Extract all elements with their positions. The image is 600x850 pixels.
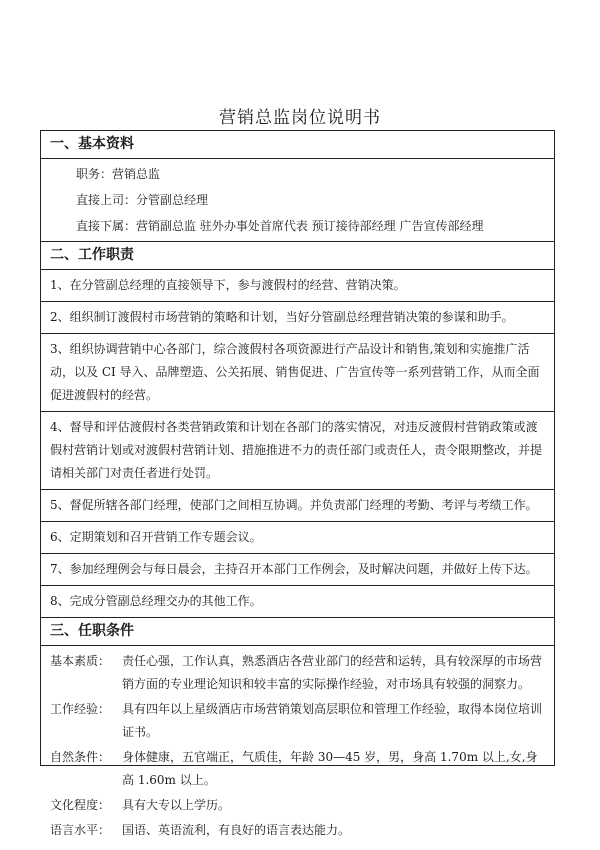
requirements-section (41, 618, 554, 850)
requirement-text: 国语、英语流利，有良好的语言表达能力。 (122, 823, 351, 837)
duty-item: 1、在分管副总经理的直接领导下，参与渡假村的经营、营销决策。 (41, 270, 554, 302)
requirement-text: 责任心强，工作认真，熟悉酒店各营业部门的经营和运转，具有较深厚的市场营销方面的专业理论知识和较丰富的实际操作经验，对市场具有较强的洞察力。 (122, 654, 543, 691)
duty-item: 7、参加经理例会与每日晨会，主持召开本部门工作例会，及时解决问题，并做好上传下达。 (41, 554, 554, 586)
superior-line: 直接上司：分管副总经理 (76, 193, 209, 207)
duty-item: 8、完成分管副总经理交办的其他工作。 (50, 594, 262, 608)
basic-info-section (41, 131, 554, 242)
requirement-text: 身体健康，五官端正，气质佳，年龄 30—45 岁，男，身高 1.70m 以上,女,身高 1.60m 以上。 (122, 750, 538, 787)
subordinates-line: 直接下属：营销副总监 驻外办事处首席代表 预订接待部经理 广告宣传部经理 (76, 219, 484, 233)
job-description-table (40, 130, 555, 837)
requirement-label: 自然条件： (50, 750, 111, 764)
duty-item: 5、督促所辖各部门经理，使部门之间相互协调。并负责部门经理的考勤、考评与考绩工作。 (41, 490, 554, 522)
requirement-label: 工作经验： (50, 702, 111, 716)
requirement-label: 语言水平： (50, 823, 111, 837)
duty-item: 2、组织制订渡假村市场营销的策略和计划，当好分管副总经理营销决策的参谋和助手。 (41, 302, 554, 334)
basic-info-heading: 一、基本资料 (41, 131, 554, 159)
position-line: 职务：营销总监 (76, 167, 161, 181)
requirement-row (50, 746, 546, 792)
requirement-label: 文化程度： (50, 798, 111, 812)
requirement-row (50, 794, 546, 817)
duty-item: 4、督导和评估渡假村各类营销政策和计划在各部门的落实情况，对违反渡假村营销政策或渡假村营销计划或对渡假村营销计划、措施推进不力的责任部门或责任人，责令限期整改，并提请相关部门对责任者进行处罚。 (41, 412, 554, 490)
document-title: 营销总监岗位说明书 (219, 108, 381, 128)
requirement-row (50, 698, 546, 744)
requirement-row (50, 650, 546, 696)
duty-item: 6、定期策划和召开营销工作专题会议。 (41, 522, 554, 554)
requirement-row (50, 819, 546, 842)
requirement-text: 具有大专以上学历。 (122, 798, 231, 812)
duty-item: 3、组织协调营销中心各部门，综合渡假村各项资源进行产品设计和销售,策划和实施推广活动，以及 CI 导入、品牌塑造、公关拓展、销售促进、广告宣传等一系列营销工作，从而全面促进渡假村的经营。 (41, 334, 554, 412)
requirements-heading: 三、任职条件 (41, 618, 554, 646)
requirement-text: 具有四年以上星级酒店市场营销策划高层职位和管理工作经验，取得本岗位培训证书。 (122, 702, 543, 739)
duties-section (41, 242, 554, 618)
duties-heading: 二、工作职责 (41, 242, 554, 270)
requirement-label: 基本素质： (50, 654, 111, 668)
